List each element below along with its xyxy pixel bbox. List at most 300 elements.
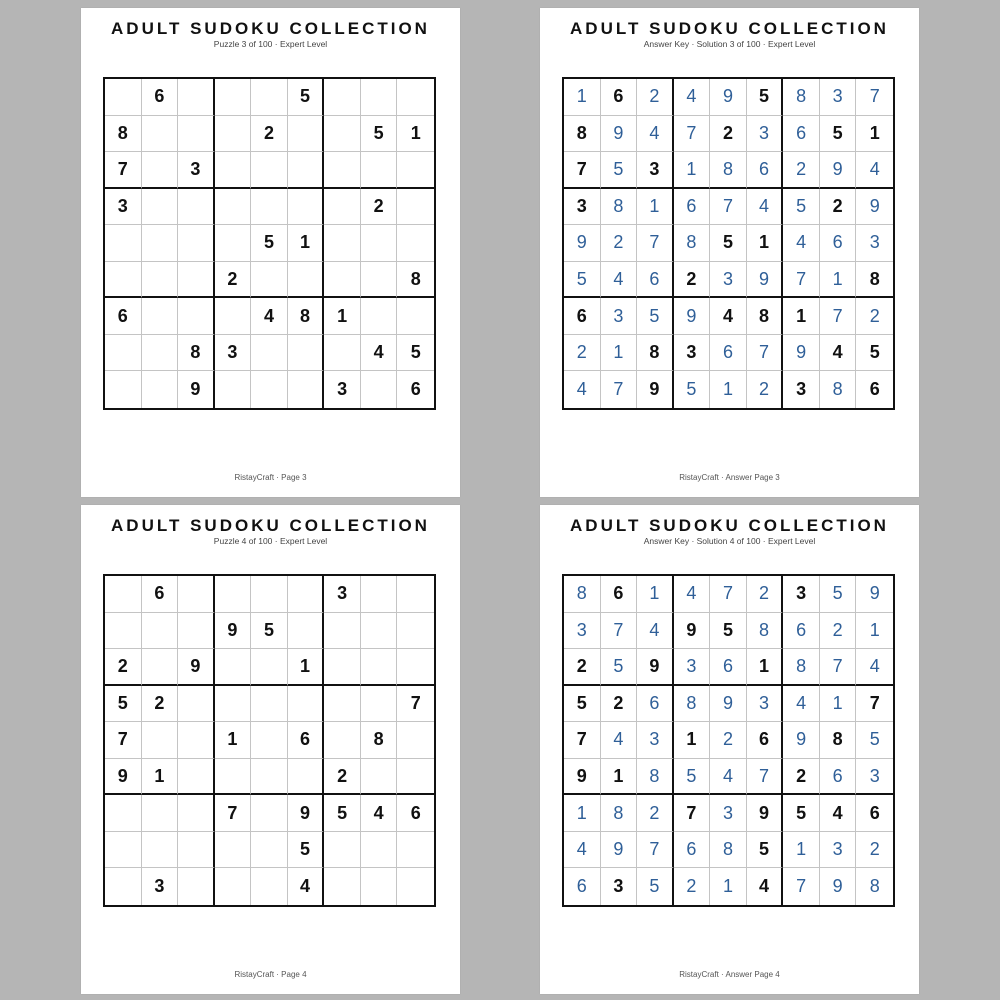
sudoku-cell — [178, 722, 215, 759]
sudoku-cell: 1 — [674, 722, 711, 759]
sudoku-cell — [361, 79, 398, 116]
sudoku-cell: 5 — [856, 722, 893, 759]
sudoku-cell: 5 — [105, 686, 142, 723]
page-subtitle: Puzzle 3 of 100 · Expert Level — [213, 39, 328, 49]
sudoku-cell: 4 — [601, 722, 638, 759]
sudoku-cell: 6 — [105, 298, 142, 335]
sudoku-cell: 5 — [820, 576, 857, 613]
sudoku-cell — [251, 371, 288, 408]
sudoku-cell — [142, 371, 179, 408]
sudoku-cell — [178, 189, 215, 226]
sudoku-cell: 8 — [820, 722, 857, 759]
sudoku-cell: 8 — [710, 832, 747, 869]
sudoku-cell: 1 — [783, 298, 820, 335]
sudoku-cell: 8 — [674, 686, 711, 723]
sudoku-cell: 8 — [288, 298, 325, 335]
sudoku-cell — [215, 79, 252, 116]
sudoku-cell: 7 — [215, 795, 252, 832]
sudoku-cell: 7 — [747, 759, 784, 796]
sudoku-cell: 6 — [869, 379, 880, 400]
sudoku-grid — [103, 574, 436, 907]
sudoku-cell: 9 — [178, 371, 215, 408]
sudoku-cell: 2 — [820, 189, 857, 226]
sudoku-cell: 3 — [783, 371, 820, 408]
sudoku-cell — [105, 79, 142, 116]
sudoku-cell: 4 — [710, 759, 747, 796]
sudoku-cell — [397, 868, 434, 905]
sudoku-cell — [361, 225, 398, 262]
answer-page-3 — [540, 8, 919, 497]
sudoku-cell: 6 — [820, 225, 857, 262]
sudoku-cell: 8 — [361, 722, 398, 759]
sudoku-cell: 1 — [324, 298, 361, 335]
sudoku-cell — [361, 649, 398, 686]
sudoku-cell — [142, 262, 179, 299]
sudoku-cell — [251, 262, 288, 299]
sudoku-cell: 5 — [361, 116, 398, 153]
sudoku-cell: 2 — [637, 79, 674, 116]
sudoku-cell — [215, 649, 252, 686]
sudoku-cell: 2 — [856, 298, 893, 335]
sudoku-cell — [397, 832, 434, 869]
sudoku-cell — [105, 613, 142, 650]
sudoku-cell: 7 — [601, 613, 638, 650]
sudoku-cell — [142, 649, 179, 686]
sudoku-cell — [178, 832, 215, 869]
sudoku-cell: 3 — [820, 832, 857, 869]
sudoku-cell: 6 — [142, 576, 179, 613]
sudoku-cell: 3 — [324, 576, 361, 613]
sudoku-cell: 8 — [564, 576, 601, 613]
sudoku-cell: 9 — [674, 613, 711, 650]
sudoku-cell: 1 — [601, 335, 638, 372]
sudoku-cell: 7 — [674, 795, 711, 832]
sudoku-cell: 7 — [637, 832, 674, 869]
sudoku-cell: 6 — [564, 868, 601, 905]
sudoku-cell — [251, 152, 288, 189]
sudoku-cell: 2 — [856, 832, 893, 869]
sudoku-cell: 3 — [215, 335, 252, 372]
sudoku-cell — [215, 116, 252, 153]
sudoku-cell — [251, 686, 288, 723]
sudoku-cell — [397, 576, 434, 613]
sudoku-cell — [324, 189, 361, 226]
sudoku-cell — [178, 759, 215, 796]
sudoku-cell — [178, 613, 215, 650]
sudoku-cell: 3 — [674, 649, 711, 686]
sudoku-cell — [397, 225, 434, 262]
sudoku-cell: 1 — [783, 832, 820, 869]
sudoku-cell: 9 — [856, 576, 893, 613]
sudoku-cell: 4 — [783, 225, 820, 262]
sudoku-cell: 6 — [783, 613, 820, 650]
sudoku-cell: 5 — [747, 832, 784, 869]
sudoku-cell: 1 — [674, 152, 711, 189]
sudoku-cell — [324, 116, 361, 153]
sudoku-cell: 1 — [637, 189, 674, 226]
sudoku-cell: 1 — [856, 613, 893, 650]
sudoku-cell — [397, 152, 434, 189]
page-footer: RistayCraft · Answer Page 4 — [679, 970, 780, 979]
sudoku-cell — [251, 795, 288, 832]
sudoku-cell: 2 — [142, 686, 179, 723]
sudoku-cell — [178, 576, 215, 613]
sudoku-cell: 9 — [601, 116, 638, 153]
sudoku-cell — [215, 371, 252, 408]
sudoku-cell: 9 — [674, 298, 711, 335]
sudoku-cell — [215, 868, 252, 905]
sudoku-cell: 5 — [288, 832, 325, 869]
sudoku-cell: 6 — [410, 379, 421, 400]
sudoku-cell — [215, 225, 252, 262]
sudoku-cell: 5 — [251, 613, 288, 650]
sudoku-cell: 2 — [251, 116, 288, 153]
sudoku-cell — [288, 116, 325, 153]
sudoku-cell: 6 — [601, 79, 638, 116]
sudoku-cell: 7 — [564, 722, 601, 759]
sudoku-cell: 3 — [783, 576, 820, 613]
sudoku-cell: 8 — [397, 262, 434, 299]
sudoku-cell: 2 — [747, 371, 784, 408]
sudoku-cell: 8 — [783, 79, 820, 116]
sudoku-cell — [361, 613, 398, 650]
sudoku-cell: 1 — [820, 686, 857, 723]
sudoku-cell — [361, 868, 398, 905]
sudoku-cell: 4 — [251, 298, 288, 335]
sudoku-cell — [288, 371, 325, 408]
sudoku-cell — [215, 152, 252, 189]
sudoku-cell — [324, 686, 361, 723]
sudoku-cell: 5 — [674, 371, 711, 408]
sudoku-cell — [324, 152, 361, 189]
sudoku-cell: 9 — [820, 152, 857, 189]
sudoku-cell: 7 — [820, 298, 857, 335]
sudoku-cell: 8 — [601, 795, 638, 832]
sudoku-cell: 3 — [674, 335, 711, 372]
sudoku-cell — [361, 262, 398, 299]
sudoku-cell: 3 — [856, 225, 893, 262]
sudoku-cell: 8 — [869, 876, 880, 897]
sudoku-cell: 7 — [105, 722, 142, 759]
sudoku-cell: 4 — [564, 832, 601, 869]
sudoku-cell — [178, 686, 215, 723]
sudoku-cell: 7 — [397, 686, 434, 723]
sudoku-cell: 9 — [747, 262, 784, 299]
sudoku-cell: 6 — [710, 649, 747, 686]
sudoku-cell: 5 — [820, 116, 857, 153]
sudoku-cell: 7 — [637, 225, 674, 262]
sudoku-cell: 7 — [783, 868, 820, 905]
sudoku-cell: 9 — [564, 759, 601, 796]
sudoku-cell: 5 — [601, 152, 638, 189]
sudoku-cell: 2 — [820, 613, 857, 650]
sudoku-cell: 3 — [820, 79, 857, 116]
sudoku-cell: 9 — [747, 795, 784, 832]
sudoku-cell: 4 — [783, 686, 820, 723]
sudoku-cell: 4 — [820, 795, 857, 832]
sudoku-cell: 4 — [674, 576, 711, 613]
sudoku-cell: 3 — [710, 262, 747, 299]
sudoku-cell — [215, 298, 252, 335]
sudoku-cell: 1 — [856, 116, 893, 153]
sudoku-grid — [562, 574, 895, 907]
sudoku-cell: 5 — [783, 189, 820, 226]
sudoku-cell: 4 — [564, 371, 601, 408]
sudoku-cell: 6 — [820, 759, 857, 796]
sudoku-cell: 1 — [288, 225, 325, 262]
sudoku-cell: 4 — [637, 116, 674, 153]
sudoku-cell: 2 — [674, 868, 711, 905]
sudoku-cell: 7 — [105, 152, 142, 189]
sudoku-cell: 2 — [564, 649, 601, 686]
sudoku-cell: 5 — [288, 79, 325, 116]
sudoku-cell: 4 — [820, 335, 857, 372]
sudoku-cell: 5 — [397, 335, 434, 372]
page-subtitle: Answer Key · Solution 4 of 100 · Expert Level — [643, 536, 816, 546]
sudoku-cell — [142, 722, 179, 759]
sudoku-cell: 8 — [105, 116, 142, 153]
sudoku-cell: 8 — [601, 189, 638, 226]
sudoku-cell: 1 — [142, 759, 179, 796]
sudoku-cell — [105, 225, 142, 262]
sudoku-cell: 2 — [601, 686, 638, 723]
sudoku-cell: 1 — [637, 576, 674, 613]
sudoku-cell — [178, 225, 215, 262]
sudoku-cell — [251, 722, 288, 759]
sudoku-cell — [178, 868, 215, 905]
sudoku-cell — [105, 262, 142, 299]
sudoku-cell — [251, 335, 288, 372]
sudoku-cell: 2 — [710, 722, 747, 759]
sudoku-cell: 6 — [674, 189, 711, 226]
sudoku-cell: 2 — [637, 795, 674, 832]
sudoku-cell: 4 — [674, 79, 711, 116]
page-subtitle: Answer Key · Solution 3 of 100 · Expert Level — [643, 39, 816, 49]
sudoku-cell: 5 — [674, 759, 711, 796]
sudoku-cell — [215, 686, 252, 723]
sudoku-cell — [215, 832, 252, 869]
sudoku-cell: 3 — [747, 116, 784, 153]
sudoku-cell — [142, 152, 179, 189]
sudoku-cell — [288, 613, 325, 650]
sudoku-cell — [397, 189, 434, 226]
sudoku-cell: 5 — [710, 613, 747, 650]
sudoku-cell: 8 — [710, 152, 747, 189]
puzzle-page-3 — [81, 8, 460, 497]
sudoku-cell: 1 — [564, 79, 601, 116]
page-title: ADULT SUDOKU COLLECTION — [111, 516, 430, 535]
sudoku-cell — [142, 795, 179, 832]
sudoku-cell: 4 — [747, 189, 784, 226]
sudoku-cell: 9 — [601, 832, 638, 869]
sudoku-cell: 9 — [564, 225, 601, 262]
sudoku-cell: 1 — [397, 116, 434, 153]
sudoku-cell — [288, 686, 325, 723]
sudoku-cell: 9 — [215, 613, 252, 650]
sudoku-cell: 2 — [783, 759, 820, 796]
sudoku-cell: 9 — [105, 759, 142, 796]
sudoku-cell — [397, 759, 434, 796]
sudoku-cell: 2 — [215, 262, 252, 299]
sudoku-cell: 5 — [564, 686, 601, 723]
sudoku-cell — [288, 152, 325, 189]
sudoku-cell: 5 — [601, 649, 638, 686]
sudoku-cell: 3 — [856, 759, 893, 796]
sudoku-cell: 9 — [710, 686, 747, 723]
sudoku-cell — [324, 613, 361, 650]
sudoku-cell: 6 — [637, 686, 674, 723]
sudoku-cell: 5 — [637, 868, 674, 905]
sudoku-cell: 2 — [783, 152, 820, 189]
sudoku-cell: 4 — [601, 262, 638, 299]
sudoku-cell: 2 — [324, 759, 361, 796]
sudoku-cell: 5 — [324, 795, 361, 832]
sudoku-cell — [397, 613, 434, 650]
sudoku-cell — [324, 262, 361, 299]
sudoku-cell: 1 — [747, 225, 784, 262]
sudoku-cell — [288, 189, 325, 226]
sudoku-cell — [251, 832, 288, 869]
sudoku-cell — [288, 262, 325, 299]
sudoku-cell: 1 — [601, 759, 638, 796]
sudoku-cell: 6 — [747, 152, 784, 189]
page-title: ADULT SUDOKU COLLECTION — [570, 516, 889, 535]
sudoku-cell: 3 — [105, 189, 142, 226]
sudoku-cell: 9 — [637, 649, 674, 686]
sudoku-cell: 3 — [747, 686, 784, 723]
sudoku-cell — [142, 335, 179, 372]
sudoku-cell: 9 — [783, 722, 820, 759]
sudoku-cell: 7 — [856, 686, 893, 723]
sudoku-cell: 5 — [747, 79, 784, 116]
sudoku-cell: 8 — [747, 613, 784, 650]
sudoku-cell: 9 — [288, 795, 325, 832]
sudoku-cell: 8 — [783, 649, 820, 686]
sudoku-cell: 3 — [637, 722, 674, 759]
sudoku-cell: 6 — [564, 298, 601, 335]
sudoku-cell: 9 — [637, 371, 674, 408]
sudoku-cell: 4 — [856, 152, 893, 189]
sudoku-cell — [288, 759, 325, 796]
sudoku-cell: 1 — [564, 795, 601, 832]
sudoku-cell: 7 — [820, 649, 857, 686]
sudoku-cell — [361, 298, 398, 335]
sudoku-cell — [397, 298, 434, 335]
sudoku-cell: 3 — [142, 868, 179, 905]
sudoku-cell: 7 — [783, 262, 820, 299]
puzzle-page-4 — [81, 505, 460, 994]
sudoku-cell: 9 — [820, 868, 857, 905]
sudoku-cell: 6 — [710, 335, 747, 372]
sudoku-cell: 2 — [747, 576, 784, 613]
sudoku-cell: 3 — [601, 298, 638, 335]
sudoku-cell: 6 — [674, 832, 711, 869]
sudoku-cell — [142, 189, 179, 226]
sudoku-cell — [105, 795, 142, 832]
sudoku-cell: 1 — [820, 262, 857, 299]
sudoku-cell: 6 — [856, 795, 893, 832]
sudoku-cell: 8 — [637, 335, 674, 372]
sudoku-cell: 9 — [710, 79, 747, 116]
sudoku-cell — [324, 868, 361, 905]
sudoku-cell — [178, 262, 215, 299]
sudoku-cell: 7 — [674, 116, 711, 153]
page-footer: RistayCraft · Answer Page 3 — [679, 473, 780, 482]
sudoku-cell: 8 — [564, 116, 601, 153]
sudoku-cell — [178, 116, 215, 153]
sudoku-cell: 6 — [601, 576, 638, 613]
sudoku-cell: 5 — [856, 335, 893, 372]
sudoku-cell: 4 — [710, 298, 747, 335]
sudoku-cell: 3 — [637, 152, 674, 189]
sudoku-cell — [251, 576, 288, 613]
sudoku-cell — [142, 832, 179, 869]
page-title: ADULT SUDOKU COLLECTION — [111, 19, 430, 38]
sudoku-cell — [178, 795, 215, 832]
sudoku-cell: 2 — [601, 225, 638, 262]
sudoku-cell — [105, 576, 142, 613]
sudoku-cell — [142, 298, 179, 335]
sudoku-cell — [215, 576, 252, 613]
sudoku-cell — [397, 79, 434, 116]
sudoku-cell — [251, 649, 288, 686]
sudoku-cell: 2 — [105, 649, 142, 686]
sudoku-cell: 4 — [288, 868, 325, 905]
sudoku-cell: 5 — [710, 225, 747, 262]
sudoku-cell: 1 — [710, 371, 747, 408]
sudoku-cell: 5 — [564, 262, 601, 299]
sudoku-cell: 1 — [747, 649, 784, 686]
sudoku-cell — [361, 371, 398, 408]
sudoku-cell: 3 — [324, 371, 361, 408]
sudoku-cell — [105, 832, 142, 869]
sudoku-cell: 6 — [637, 262, 674, 299]
sudoku-cell — [288, 335, 325, 372]
sudoku-cell — [105, 868, 142, 905]
sudoku-cell: 6 — [397, 795, 434, 832]
sudoku-cell: 8 — [856, 262, 893, 299]
sudoku-cell — [251, 79, 288, 116]
sudoku-cell — [105, 371, 142, 408]
sudoku-cell: 4 — [637, 613, 674, 650]
sudoku-cell: 9 — [178, 649, 215, 686]
sudoku-cell: 3 — [564, 189, 601, 226]
sudoku-cell — [361, 686, 398, 723]
sudoku-cell — [361, 759, 398, 796]
sudoku-cell — [251, 868, 288, 905]
sudoku-cell: 3 — [710, 795, 747, 832]
page-footer: RistayCraft · Page 3 — [234, 473, 307, 482]
sudoku-grid — [562, 77, 895, 410]
sudoku-cell — [178, 79, 215, 116]
sudoku-cell — [142, 225, 179, 262]
sudoku-cell: 2 — [361, 189, 398, 226]
sudoku-cell: 1 — [710, 868, 747, 905]
sudoku-cell: 8 — [820, 371, 857, 408]
sudoku-cell — [142, 116, 179, 153]
sudoku-cell — [324, 225, 361, 262]
sudoku-cell: 1 — [215, 722, 252, 759]
sudoku-cell — [251, 759, 288, 796]
sudoku-cell: 7 — [601, 371, 638, 408]
sudoku-cell: 6 — [747, 722, 784, 759]
page-subtitle: Puzzle 4 of 100 · Expert Level — [213, 536, 328, 546]
sudoku-cell: 4 — [361, 335, 398, 372]
sudoku-cell: 8 — [637, 759, 674, 796]
sudoku-cell: 4 — [361, 795, 398, 832]
sudoku-cell: 5 — [637, 298, 674, 335]
sudoku-cell — [324, 832, 361, 869]
